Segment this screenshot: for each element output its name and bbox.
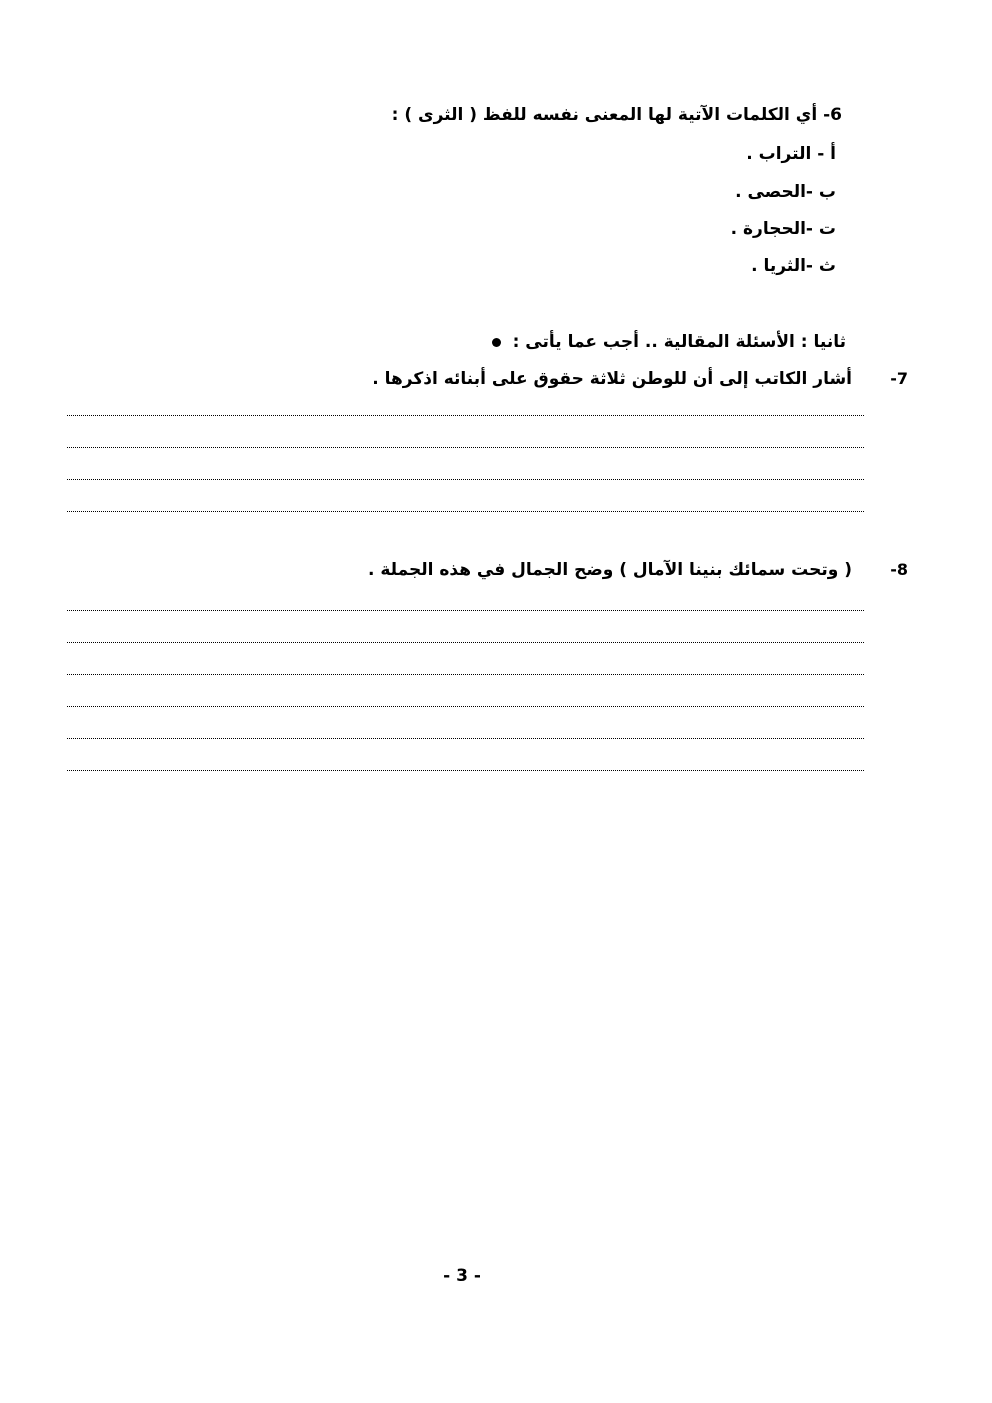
answer-line[interactable] bbox=[67, 674, 864, 675]
page-number: - 3 - bbox=[443, 1266, 481, 1286]
section-2-heading bbox=[492, 330, 846, 354]
question-6-option-d: ث -الثريا . bbox=[751, 256, 836, 276]
answer-line[interactable] bbox=[67, 770, 864, 771]
answer-line[interactable] bbox=[67, 511, 864, 512]
answer-line[interactable] bbox=[67, 415, 864, 416]
answer-line[interactable] bbox=[67, 706, 864, 707]
answer-line[interactable] bbox=[67, 610, 864, 611]
answer-line[interactable] bbox=[67, 642, 864, 643]
question-8-number: -8 bbox=[890, 560, 908, 579]
question-6-option-b: ب -الحصى . bbox=[735, 182, 836, 202]
answer-line[interactable] bbox=[67, 479, 864, 480]
question-7-text: أشار الكاتب إلى أن للوطن ثلاثة حقوق على أبنائه اذكرها . bbox=[372, 369, 852, 389]
bullet-icon bbox=[492, 338, 501, 347]
question-6-title: 6- أي الكلمات الآتية لها المعنى نفسه للفظ ( الثرى ) : bbox=[391, 105, 842, 125]
question-6-option-a: أ - التراب . bbox=[746, 144, 836, 164]
question-7-number: -7 bbox=[890, 369, 908, 388]
answer-line[interactable] bbox=[67, 447, 864, 448]
question-8-text: ( وتحت سمائك بنينا الآمال ) وضح الجمال في هذه الجملة . bbox=[367, 560, 852, 580]
section-2-heading-text: ثانيا : الأسئلة المقالية .. أجب عما يأتى : bbox=[512, 332, 846, 352]
answer-line[interactable] bbox=[67, 738, 864, 739]
question-6-option-c: ت -الحجارة . bbox=[730, 219, 836, 239]
